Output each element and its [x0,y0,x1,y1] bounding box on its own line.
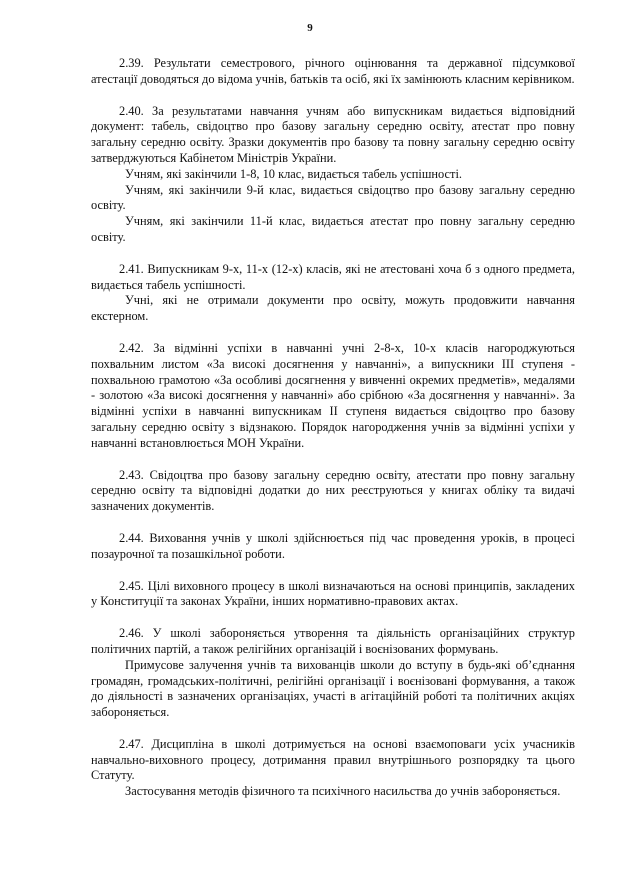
section-2-43 [91,468,575,515]
section-heading-paragraph: 2.40. За результатами навчання учням або випускникам видається відповідний документ: табель, свідоцтво про базову загальну середню освіту, атестат про повну загальну середню освіту. Зразки документів про базову та повну загальну середню освіту затверджуються Кабінетом Міністрів України. [91,103,575,165]
section-2-42 [91,341,575,452]
section-2-44 [91,531,575,563]
page-number: 9 [307,22,313,34]
section-2-46 [91,626,575,721]
document-body [91,56,575,816]
section-heading-paragraph: 2.41. Випускникам 9-х, 11-х (12-х) класів, які не атестовані хоча б з одного предмета, видається табель успішності. [91,261,575,292]
section-heading-paragraph: 2.44. Виховання учнів у школі здійснюється під час проведення уроків, в процесі позаурочної та позашкільної роботи. [91,530,575,561]
section-paragraph: Учням, які закінчили 1-8, 10 клас, видається табель успішності. [125,166,462,181]
section-heading-paragraph: 2.42. За відмінні успіхи в навчанні учні 2-8-х, 10-х класів нагороджуються похвальним листом «За високі досягнення у навчанні», а випускники ІІІ ступеня - похвальною грамотою «За особливі досягнення у вивченні окремих предметів», медалями - золотою «За високі досягнення у навчанні» або срібною «За досягнення у навчанні». За відмінні успіхи в навчанні випускникам ІІ ступеня видається свідоцтво про базову загальну середню освіту з відзнакою. Порядок нагородження учнів за відмінні успіхи у навчанні встановлюється МОН України. [91,340,575,450]
section-paragraph: Учням, які закінчили 11-й клас, видається атестат про повну загальну середню освіту. [91,214,575,244]
section-2-47 [91,737,575,800]
section-heading-paragraph: 2.39. Результати семестрового, річного оцінювання та державної підсумкової атестації доводяться до відома учнів, батьків та осіб, які їх замінюють класним керівником. [91,56,575,86]
section-paragraph: Учні, які не отримали документи про освіту, можуть продовжити навчання екстерном. [91,293,575,324]
section-heading-paragraph: 2.45. Цілі виховного процесу в школі визначаються на основі принципів, закладених у Конституції та законах України, інших нормативно-правових актах. [91,578,575,609]
section-paragraph: Примусове залучення учнів та вихованців школи до вступу в будь-які об’єднання громадян, громадських-політичні, релігійні організації і воєнізовані формування, а також до діяльності в зазначених організаціях, участі в агітаційній роботі та політичних акціях забороняється. [91,657,575,720]
section-heading-paragraph: 2.46. У школі забороняється утворення та діяльність організаційних структур політичних партій, а також релігійних організацій і воєнізованих формувань. [91,626,575,656]
section-heading-paragraph: 2.47. Дисципліна в школі дотримується на основі взаємоповаги усіх учасників навчально-виховного процесу, дотримання правил внутрішнього розпорядку та цього Статуту. [91,736,575,783]
section-paragraph: Учням, які закінчили 9-й клас, видається свідоцтво про базову загальну середню освіту. [91,182,575,213]
section-2-40 [91,104,575,246]
section-paragraph: Застосування методів фізичного та психічного насильства до учнів забороняється. [125,784,561,799]
section-heading-paragraph: 2.43. Свідоцтва про базову загальну середню освіту, атестати про повну загальну середню освіту та відповідні додатки до них реєструються у книгах обліку та видачі зазначених документів. [91,467,575,514]
section-2-45 [91,579,575,611]
section-2-41 [91,262,575,325]
section-2-39 [91,56,575,88]
